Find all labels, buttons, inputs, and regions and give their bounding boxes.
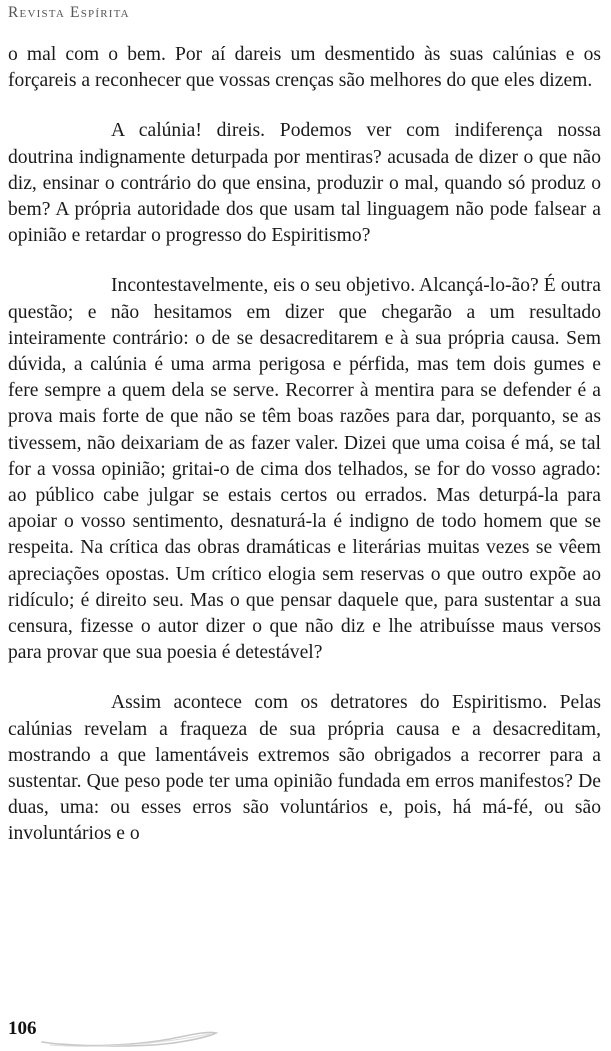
paragraph: Incontestavelmente, eis o seu objetivo. Alcançá-lo-ão? É outra questão; e não hesitamos em dizer que chegarão a um resultado inteiramente contrário: o de se desacreditarem e à sua própria causa. Sem dúvida, a calúnia é uma arma perigosa e pérfida, mas tem dois gumes e fere sempre a quem dela se serve. Recorrer à mentira para se defender é a prova mais forte de que não se têm boas razões para dar, porquanto, se as tivessem, não deixariam de as fazer valer. Dizei que uma coisa é má, se tal for a vossa opinião; gritai-o de cima dos telhados, se for do vosso agrado: ao público cabe julgar se estais certos ou errados. Mas deturpá-la para apoiar o vosso sentimento, desnaturá-la é indigno de todo homem que se respeita. Na crítica das obras dramáticas e literárias muitas vezes se vêem apreciações opostas. Um crítico elogia sem reservas o que outro expõe ao ridículo; é direito seu. Mas o que pensar daquele que, para sustentar a sua censura, fizesse o autor dizer o que não diz e lhe atribuísse maus versos para provar que sua poesia é detestável?: [8, 275, 601, 664]
page-number: 106: [8, 1018, 37, 1039]
body-text: [8, 42, 601, 848]
running-header: Revista Espírita: [8, 4, 130, 21]
footer-flourish-ornament: [40, 1022, 220, 1048]
paragraph-continuation: o mal com o bem. Por aí dareis um desmentido às suas calúnias e os forçareis a reconhecer que vossas crenças são melhores do que eles dizem.: [8, 44, 601, 92]
paragraph: Assim acontece com os detratores do Espiritismo. Pelas calúnias revelam a fraqueza de sua própria causa e a desacreditam, mostrando a que lamentáveis extremos são obrigados a recorrer para a sustentar. Que peso pode ter uma opinião fundada em erros manifestos? De duas, uma: ou esses erros são voluntários e, pois, há má-fé, ou são involuntários e o: [8, 692, 601, 845]
paragraph: A calúnia! direis. Podemos ver com indiferença nossa doutrina indignamente deturpada por mentiras? acusada de dizer o que não diz, ensinar o contrário do que ensina, produzir o mal, quando só produz o bem? A própria autoridade dos que usam tal linguagem não pode falsear a opinião e retardar o progresso do Espiritismo?: [8, 120, 601, 247]
